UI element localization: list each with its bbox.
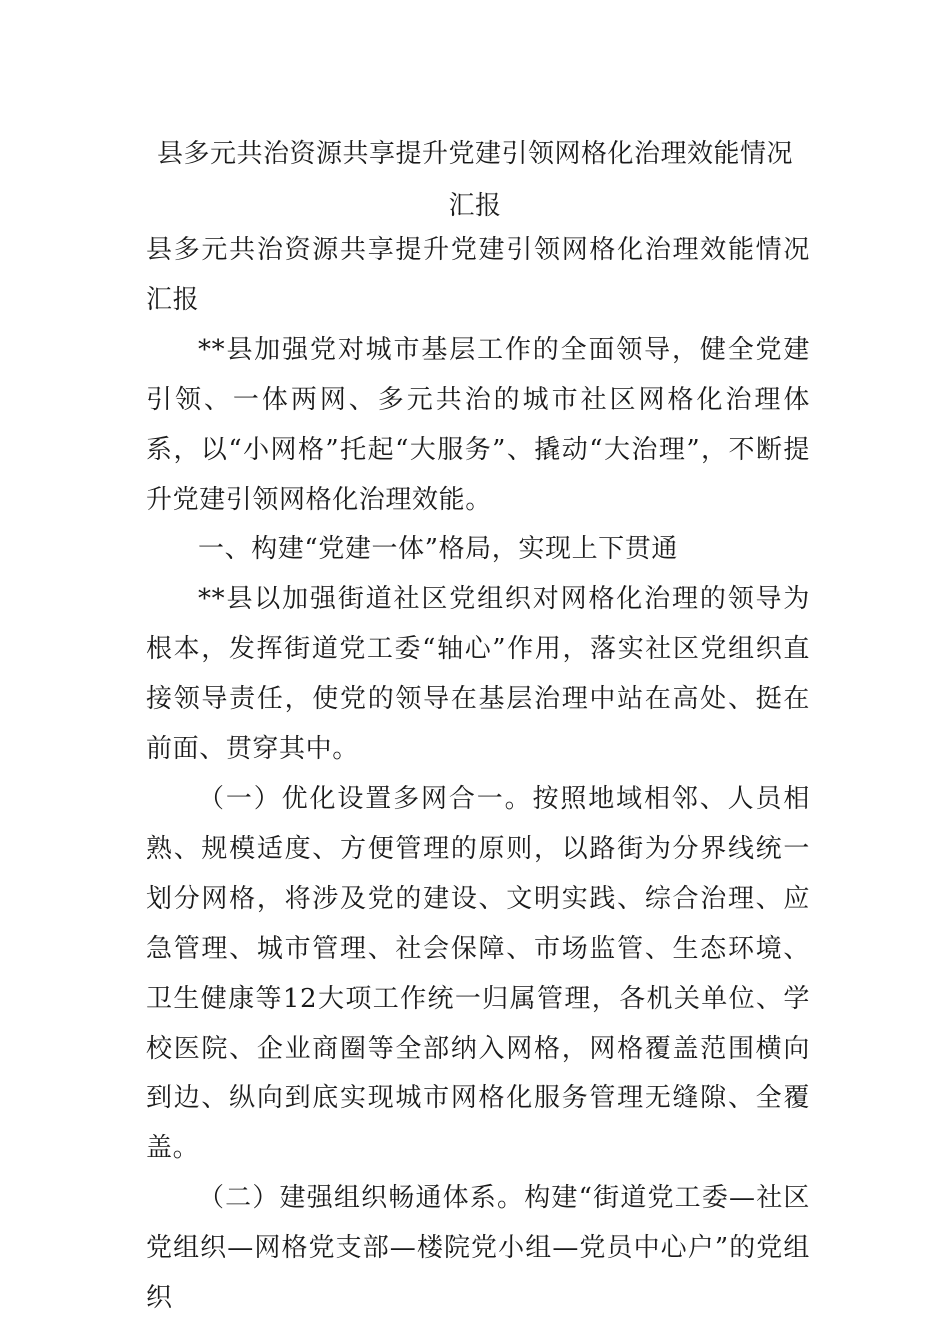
document-body [146,226,810,1324]
subsection-2-paragraph: （二）建强组织畅通体系。构建“街道党工委—社区党组织—网格党支部—楼院党小组—党员中心户”的党组织 [146,1183,810,1314]
section-heading-1: 一、构建“党建一体”格局，实现上下贯通 [198,534,678,565]
intro-paragraph: **县加强党对城市基层工作的全面领导，健全党建引领、一体两网、多元共治的城市社区网格化治理体系，以“小网格”托起“大服务”、撬动“大治理”，不断提升党建引领网格化治理效能。 [146,334,810,515]
section-1-paragraph: **县以加强街道社区党组织对网格化治理的领导为根本，发挥街道党工委“轴心”作用，落实社区党组织直接领导责任，使党的领导在基层治理中站在高处、挺在前面、贯穿其中。 [146,584,810,765]
subsection-1-paragraph: （一）优化设置多网合一。按照地域相邻、人员相熟、规模适度、方便管理的原则，以路街为分界线统一划分网格，将涉及党的建设、文明实践、综合治理、应急管理、城市管理、社会保障、市场监管、生态环境、卫生健康等12大项工作统一归属管理，各机关单位、学校医院、企业商圈等全部纳入网格，网格覆盖范围横向到边、纵向到底实现城市网格化服务管理无缝隙、全覆盖。 [146,783,810,1164]
repeated-title-paragraph: 县多元共治资源共享提升党建引领网格化治理效能情况汇报 [146,235,810,315]
document-title: 县多元共治资源共享提升党建引领网格化治理效能情况汇报 [156,139,793,221]
